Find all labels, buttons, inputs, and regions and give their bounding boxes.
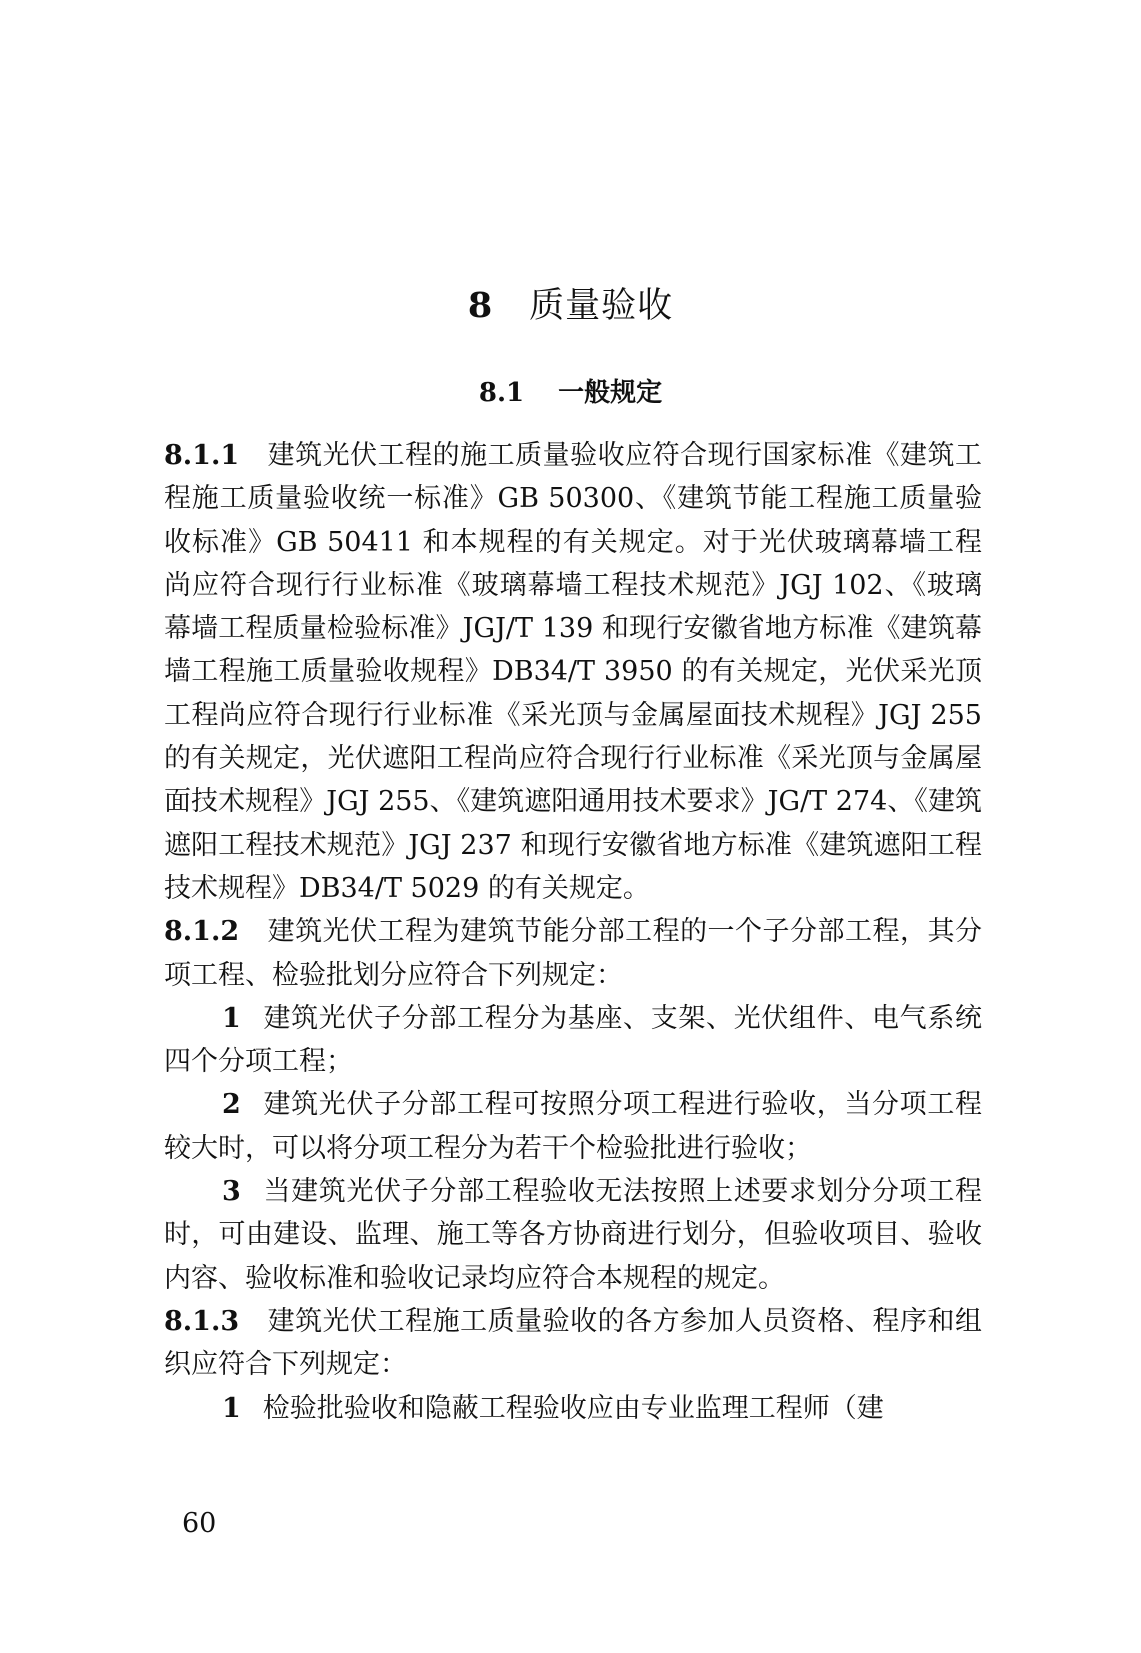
section-number: 8.1 — [478, 378, 525, 408]
list-item — [164, 1083, 982, 1170]
item-text: 检验批验收和隐蔽工程验收应由专业监理工程师（建 — [262, 1392, 884, 1424]
item-number: 3 — [222, 1176, 241, 1208]
clause-number: 8.1.1 — [164, 440, 240, 471]
item-text: 建筑光伏子分部工程分为基座、支架、光伏组件、电气系统四个分项工程； — [164, 1002, 982, 1078]
chapter-title-text: 质量验收 — [529, 286, 674, 326]
clause-text: 建筑光伏工程的施工质量验收应符合现行国家标准《建筑工程施工质量验收统一标准》GB 50300、《建筑节能工程施工质量验收标准》GB 50411 和本规程的有关规定。对于光伏玻璃幕墙工程尚应符合现行行业标准《玻璃幕墙工程技术规范》JGJ 102、《玻璃幕墙工程质量检验标准》JGJ/T 139 和现行安徽省地方标准《建筑幕墙工程施工质量验收规程》DB34/T 3950 的有关规定，光伏采光顶工程尚应符合现行行业标准《采光顶与金属屋面技术规程》JGJ 255 的有关规定，光伏遮阳工程尚应符合现行行业标准《采光顶与金属屋面技术规程》JGJ 255、《建筑遮阳通用技术要求》JG/T 274、《建筑遮阳工程技术规范》JGJ 237 和现行安徽省地方标准《建筑遮阳工程技术规程》DB34/T 5029 的有关规定。 — [164, 440, 982, 904]
list-item — [164, 997, 982, 1084]
body-text — [164, 434, 982, 1430]
item-number: 1 — [222, 1002, 241, 1034]
section-title — [0, 372, 1141, 409]
clause-number: 8.1.3 — [164, 1305, 240, 1337]
list-item — [164, 1170, 982, 1300]
item-text: 建筑光伏子分部工程可按照分项工程进行验收，当分项工程较大时，可以将分项工程分为若干个检验批进行验收； — [164, 1089, 982, 1164]
section-title-text: 一般规定 — [558, 378, 663, 408]
clause-text: 建筑光伏工程施工质量验收的各方参加人员资格、程序和组织应符合下列规定： — [164, 1305, 982, 1381]
clause-8-1-1 — [164, 434, 982, 910]
item-number: 2 — [222, 1089, 241, 1121]
chapter-title — [0, 278, 1141, 328]
page-number: 60 — [182, 1508, 217, 1539]
chapter-number: 8 — [467, 285, 494, 326]
list-item — [164, 1387, 982, 1430]
clause-number: 8.1.2 — [164, 916, 240, 948]
item-number: 1 — [222, 1392, 241, 1424]
clause-8-1-2 — [164, 910, 982, 997]
clause-8-1-3 — [164, 1300, 982, 1387]
clause-text: 建筑光伏工程为建筑节能分部工程的一个子分部工程，其分项工程、检验批划分应符合下列规定： — [164, 916, 982, 991]
item-text: 当建筑光伏子分部工程验收无法按照上述要求划分分项工程时，可由建设、监理、施工等各方协商进行划分，但验收项目、验收内容、验收标准和验收记录均应符合本规程的规定。 — [164, 1176, 982, 1294]
